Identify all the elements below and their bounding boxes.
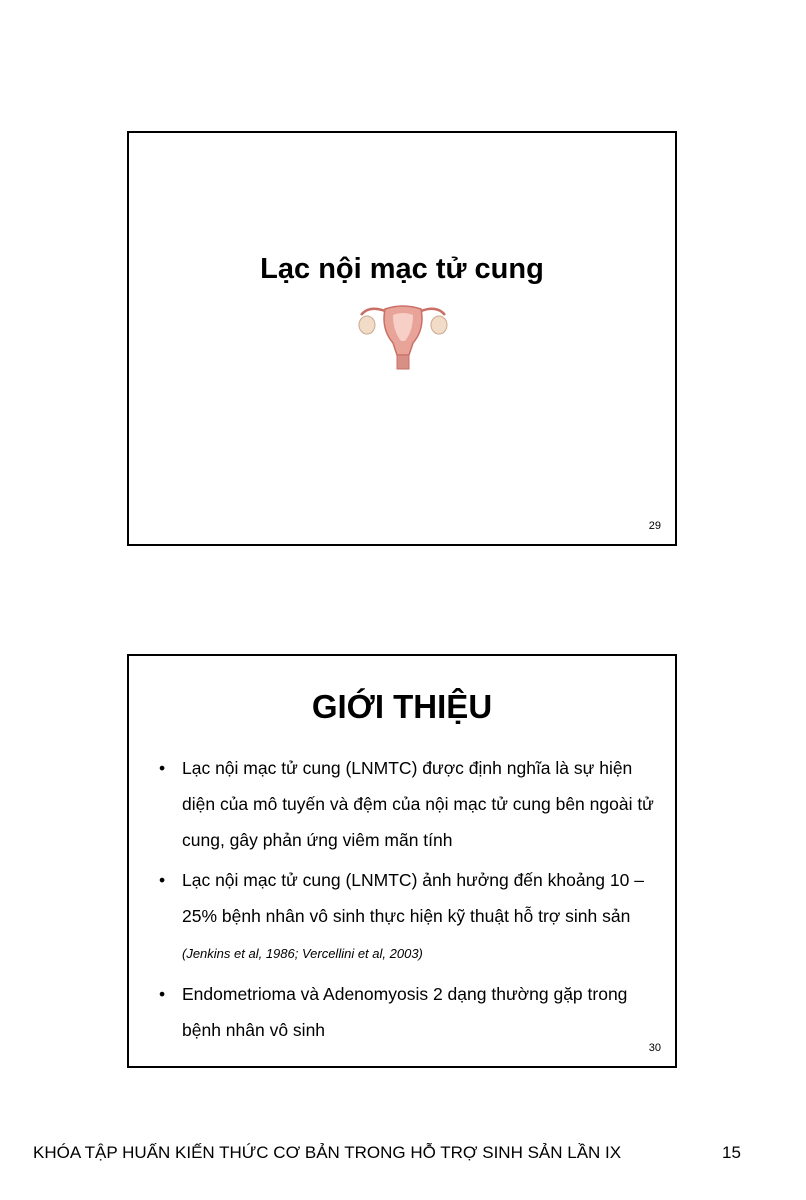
bullet-text: Lạc nội mạc tử cung (LNMTC) được định nghĩa là sự hiện diện của mô tuyến và đệm của nội mạc tử cung bên ngoài tử cung, gây phản ứng viêm mãn tính — [182, 758, 654, 850]
slide-29 — [127, 131, 677, 546]
citation: (Jenkins et al, 1986; Vercellini et al, 2003) — [182, 946, 423, 961]
bullet-list — [159, 750, 661, 1052]
slide-title: Lạc nội mạc tử cung — [260, 253, 544, 285]
bullet-icon: • — [159, 984, 166, 1004]
page-number: 15 — [722, 1143, 741, 1162]
list-item — [159, 976, 661, 1048]
slide-30 — [127, 654, 677, 1068]
footer-text: KHÓA TẬP HUẤN KIẾN THỨC CƠ BẢN TRONG HỖ TRỢ SINH SẢN LẦN IX — [33, 1143, 622, 1162]
uterus-illustration-icon — [355, 301, 451, 373]
bullet-text: Lạc nội mạc tử cung (LNMTC) ảnh hưởng đến khoảng 10 – 25% bệnh nhân vô sinh thực hiện kỹ thuật hỗ trợ sinh sản — [182, 870, 644, 926]
list-item — [159, 862, 661, 972]
slide-title: GIỚI THIỆU — [311, 688, 493, 725]
slide-number: 29 — [648, 520, 661, 532]
slide-number: 30 — [648, 1042, 661, 1054]
bullet-icon: • — [159, 758, 166, 778]
bullet-text: Endometrioma và Adenomyosis 2 dạng thường gặp trong bệnh nhân vô sinh — [182, 984, 628, 1040]
list-item — [159, 750, 661, 858]
bullet-icon: • — [159, 870, 166, 890]
